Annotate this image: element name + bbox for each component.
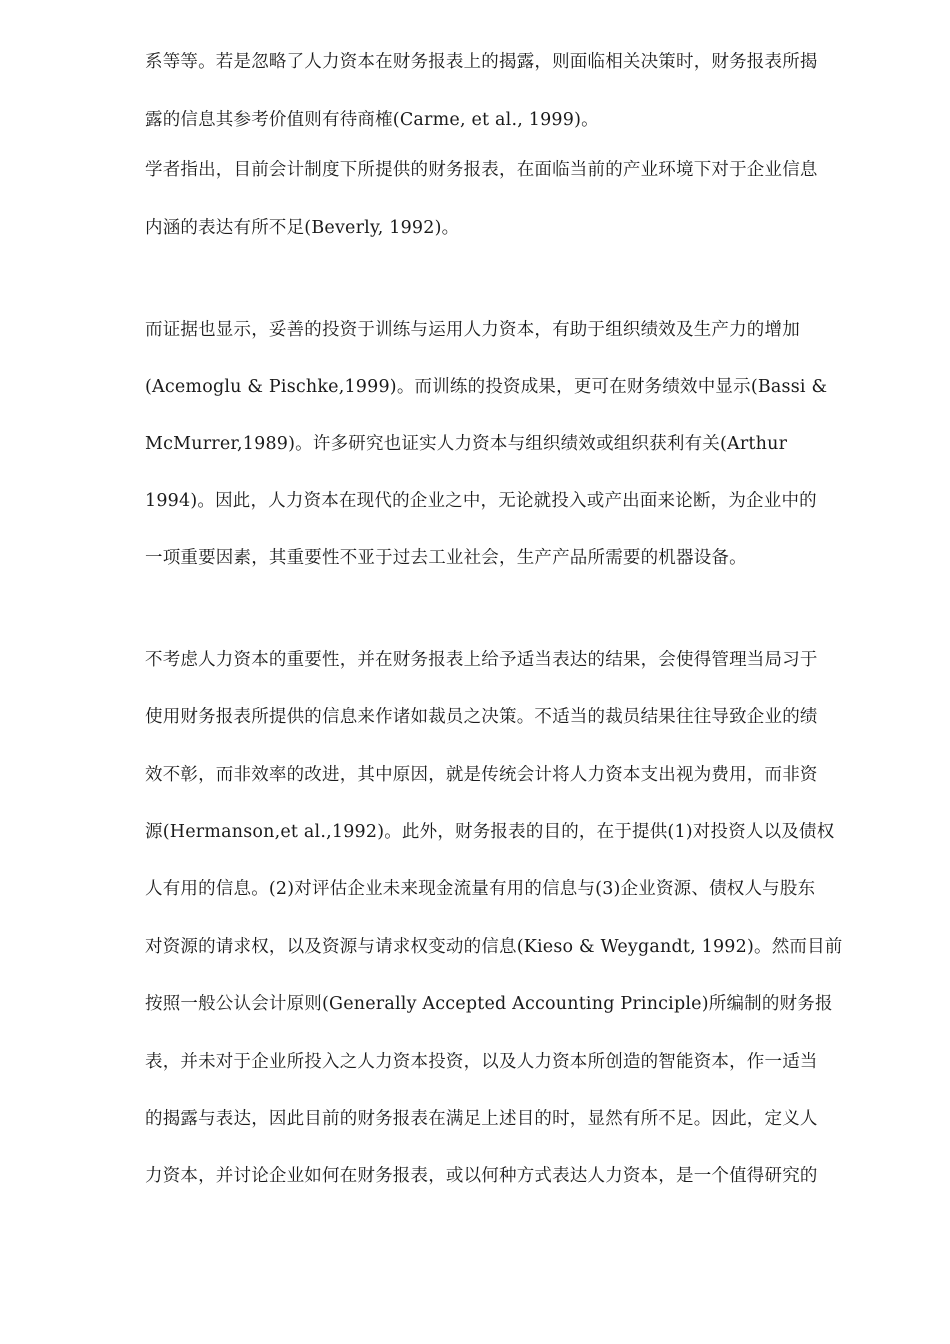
text-line: 的揭露与表达，因此目前的财务报表在满足上述目的时，显然有所不足。因此，定义人 <box>145 1109 818 1129</box>
text-line: 力资本，并讨论企业如何在财务报表，或以何种方式表达人力资本，是一个值得研究的 <box>145 1166 818 1186</box>
text-line: 表，并未对于企业所投入之人力资本投资，以及人力资本所创造的智能资本，作一适当 <box>145 1052 818 1072</box>
text-line: 系等等。若是忽略了人力资本在财务报表上的揭露，则面临相关决策时，财务报表所揭 <box>145 52 818 72</box>
text-line: 使用财务报表所提供的信息来作诸如裁员之决策。不适当的裁员结果往往导致企业的绩 <box>145 707 818 727</box>
text-line: 对资源的请求权，以及资源与请求权变动的信息(Kieso & Weygandt, 1992)。然而目前 <box>145 937 843 957</box>
text-line: 学者指出，目前会计制度下所提供的财务报表，在面临当前的产业环境下对于企业信息 <box>145 160 818 180</box>
text-line: 一项重要因素，其重要性不亚于过去工业社会，生产产品所需要的机器设备。 <box>145 548 747 568</box>
text-line: 1994)。因此，人力资本在现代的企业之中，无论就投入或产出面来论断，为企业中的 <box>145 491 817 511</box>
text-line: 源(Hermanson,et al.,1992)。此外，财务报表的目的，在于提供(1)对投资人以及债权 <box>145 822 835 842</box>
text-line: 内涵的表达有所不足(Beverly, 1992)。 <box>145 218 460 238</box>
text-line: 按照一般公认会计原则(Generally Accepted Accounting Principle)所编制的财务报 <box>145 994 833 1014</box>
text-line: (Acemoglu & Pischke,1999)。而训练的投资成果，更可在财务绩效中显示(Bassi & <box>145 377 828 397</box>
text-line: 人有用的信息。(2)对评估企业未来现金流量有用的信息与(3)企业资源、债权人与股东 <box>145 879 816 899</box>
text-line: 露的信息其参考价值则有待商榷(Carme, et al., 1999)。 <box>145 110 599 130</box>
text-line: 而证据也显示，妥善的投资于训练与运用人力资本，有助于组织绩效及生产力的增加 <box>145 320 800 340</box>
text-line: 效不彰，而非效率的改进，其中原因，就是传统会计将人力资本支出视为费用，而非资 <box>145 765 818 785</box>
text-line: 不考虑人力资本的重要性，并在财务报表上给予适当表达的结果，会使得管理当局习于 <box>145 650 818 670</box>
text-line: McMurrer,1989)。许多研究也证实人力资本与组织绩效或组织获利有关(Arthur <box>145 434 788 454</box>
